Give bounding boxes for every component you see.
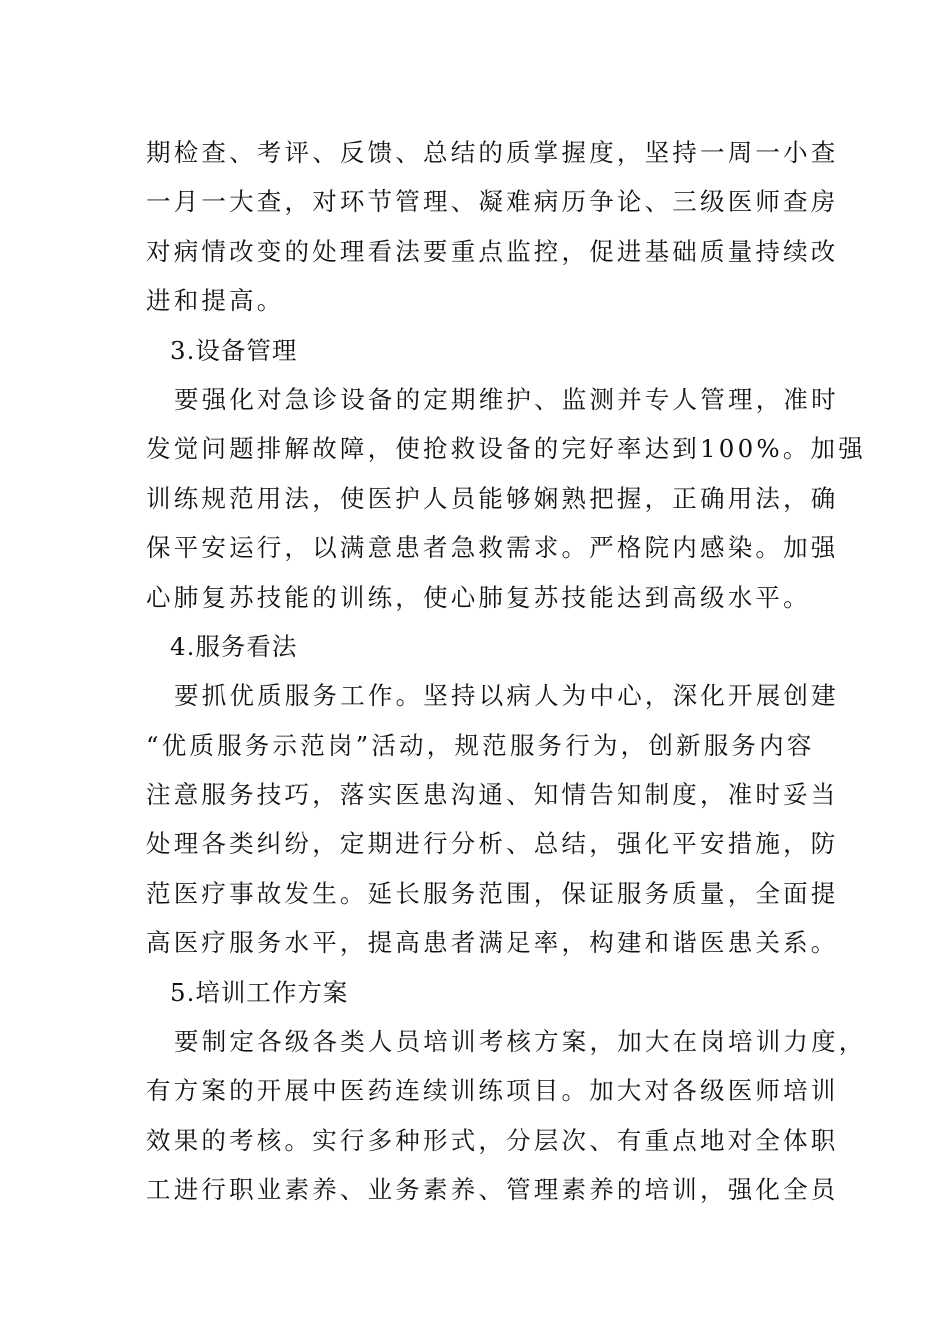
- paragraph-line: 对病情改变的处理看法要重点监控，促进基础质量持续改: [146, 236, 839, 266]
- document-body: [146, 128, 867, 1215]
- paragraph-first-line: 要抓优质服务工作。坚持以病人为中心，深化开展创建: [174, 681, 839, 711]
- paragraph-first-line: 要强化对急诊设备的定期维护、监测并专人管理，准时: [174, 384, 839, 414]
- paragraph-line: 高医疗服务水平，提高患者满足率，构建和谐医患关系。: [146, 928, 839, 958]
- paragraph-line: 保平安运行，以满意患者急救需求。严格院内感染。加强: [146, 533, 839, 563]
- paragraph-line: 工进行职业素养、业务素养、管理素养的培训，强化全员: [146, 1175, 839, 1205]
- section-heading-training: 5.培训工作方案: [170, 977, 349, 1007]
- section-heading-equipment: 3.设备管理: [170, 335, 298, 365]
- paragraph-line: 有方案的开展中医药连续训练项目。加大对各级医师培训: [146, 1076, 839, 1106]
- paragraph-line: 注意服务技巧，落实医患沟通、知情告知制度，准时妥当: [146, 780, 839, 810]
- paragraph-line: 训练规范用法，使医护人员能够娴熟把握，正确用法，确: [146, 483, 839, 513]
- paragraph-line: 效果的考核。实行多种形式，分层次、有重点地对全体职: [146, 1125, 839, 1155]
- section-heading-service: 4.服务看法: [170, 631, 298, 661]
- paragraph-first-line: 要制定各级各类人员培训考核方案，加大在岗培训力度，: [174, 1027, 867, 1057]
- paragraph-line: 进和提高。: [146, 286, 285, 316]
- paragraph-line: 一月一大查，对环节管理、凝难病历争论、三级医师查房: [146, 187, 839, 217]
- paragraph-line: 发觉问题排解故障，使抢救设备的完好率达到100%。加强: [146, 434, 866, 464]
- paragraph-line: 范医疗事故发生。延长服务范围，保证服务质量，全面提: [146, 878, 839, 908]
- paragraph-line: 处理各类纠纷，定期进行分析、总结，强化平安措施，防: [146, 829, 839, 859]
- paragraph-line: 期检查、考评、反馈、总结的质掌握度，坚持一周一小查: [146, 138, 839, 167]
- paragraph-line: “优质服务示范岗”活动，规范服务行为，创新服务内容: [146, 730, 815, 760]
- paragraph-line: 心肺复苏技能的训练，使心肺复苏技能达到高级水平。: [146, 582, 811, 612]
